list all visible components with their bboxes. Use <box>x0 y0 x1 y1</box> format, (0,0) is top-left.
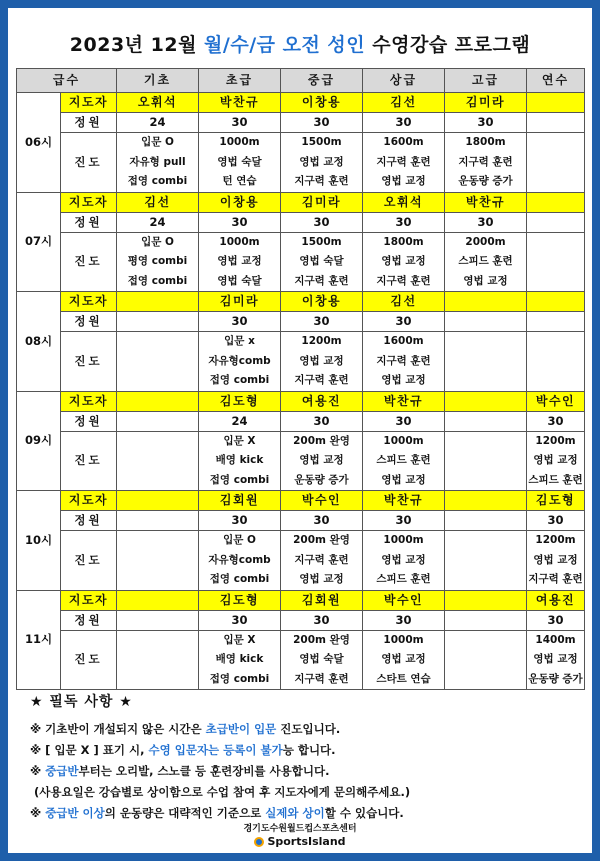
header-cell: 초급 <box>199 69 281 93</box>
capacity-value <box>117 610 199 630</box>
time-slot: 10시 <box>17 491 61 591</box>
progress-line: 입문 O <box>223 534 256 546</box>
header-cell: 기초 <box>117 69 199 93</box>
progress-line <box>117 371 198 391</box>
progress-cell <box>363 630 445 690</box>
progress-line: 지구력 훈련 <box>376 155 431 168</box>
progress-line: 입문 O <box>141 235 174 248</box>
instructor-name: 이창용 <box>281 292 363 312</box>
capacity-value: 30 <box>527 411 585 431</box>
progress-line: 영법 교정 <box>533 553 578 566</box>
capacity-value: 30 <box>281 411 363 431</box>
title-prefix: 2023년 12월 <box>69 34 205 56</box>
progress-cell <box>199 531 281 591</box>
progress-cell <box>117 133 199 193</box>
progress-line: 입문 O <box>141 136 174 148</box>
logo-icon <box>254 837 264 847</box>
instructor-name: 이창용 <box>199 192 281 212</box>
capacity-value: 30 <box>199 212 281 232</box>
capacity-label: 정원 <box>61 212 117 232</box>
progress-cell <box>527 133 585 193</box>
progress-label: 진도 <box>61 133 117 193</box>
instructor-row <box>17 93 585 113</box>
capacity-value: 24 <box>117 113 199 133</box>
capacity-value: 30 <box>199 511 281 531</box>
progress-cell <box>117 232 199 292</box>
note-1: ※ 기초반이 개설되지 않은 시간은 초급반이 입문 진도입니다. <box>30 722 341 736</box>
note-5: ※ 중급반 이상의 운동량은 대략적인 기준으로 실제와 상이할 수 있습니다. <box>30 806 404 820</box>
capacity-value: 30 <box>281 212 363 232</box>
capacity-label: 정원 <box>61 312 117 332</box>
capacity-value: 30 <box>281 511 363 531</box>
progress-line: 영법 교정 <box>381 653 426 665</box>
header-row <box>17 69 585 93</box>
capacity-value: 30 <box>363 411 445 431</box>
progress-line: 1800m <box>383 235 424 248</box>
progress-line: 1600m <box>383 335 424 347</box>
instructor-name <box>527 192 585 212</box>
instructor-name: 김도형 <box>199 391 281 411</box>
progress-line: 지구력 훈련 <box>294 175 349 187</box>
instructor-name: 박수인 <box>281 491 363 511</box>
progress-line: 1000m <box>219 136 260 148</box>
progress-label: 진도 <box>61 332 117 392</box>
progress-line: 스피드 훈련 <box>528 473 583 486</box>
progress-line <box>527 332 584 352</box>
capacity-value: 30 <box>445 212 527 232</box>
capacity-value: 30 <box>363 113 445 133</box>
progress-line: 200m 완영 <box>293 534 350 546</box>
progress-cell <box>527 630 585 690</box>
progress-line: 접영 combi <box>209 374 270 386</box>
progress-line <box>445 451 526 471</box>
progress-line <box>117 670 198 690</box>
progress-line: 2000m <box>465 235 506 248</box>
progress-cell <box>199 431 281 491</box>
progress-cell <box>527 232 585 292</box>
capacity-value <box>117 511 199 531</box>
instructor-label: 지도자 <box>61 391 117 411</box>
instructor-name: 박찬규 <box>445 192 527 212</box>
progress-cell <box>117 332 199 392</box>
progress-line: 지구력 훈련 <box>294 374 349 386</box>
progress-line <box>117 531 198 551</box>
progress-line <box>527 252 584 272</box>
progress-line: 입문 X <box>223 633 256 646</box>
instructor-name: 김회원 <box>199 491 281 511</box>
org-name: 경기도수원월드컵스포츠센터 <box>243 824 357 834</box>
instructor-name: 김미라 <box>281 192 363 212</box>
instructor-name: 김선 <box>363 292 445 312</box>
capacity-row <box>17 411 585 431</box>
progress-line: 평영 combi <box>127 255 188 267</box>
header-cell: 연수 <box>527 69 585 93</box>
progress-cell <box>281 232 363 292</box>
progress-line: 1200m <box>535 434 576 447</box>
progress-line: 영법 교정 <box>299 354 344 367</box>
progress-line: 영법 교정 <box>381 175 426 187</box>
capacity-value: 24 <box>117 212 199 232</box>
progress-line <box>445 650 526 670</box>
instructor-row <box>17 391 585 411</box>
progress-line: 입문 X <box>223 434 256 447</box>
capacity-value <box>527 312 585 332</box>
instructor-name: 김미라 <box>445 93 527 113</box>
capacity-value <box>445 610 527 630</box>
progress-line <box>117 551 198 571</box>
progress-line: 턴 연습 <box>222 175 257 187</box>
instructor-name: 오휘석 <box>363 192 445 212</box>
progress-line: 지구력 훈련 <box>376 354 431 367</box>
progress-line: 접영 combi <box>127 175 188 187</box>
progress-line: 접영 combi <box>209 573 270 585</box>
progress-line: 영법 교정 <box>217 255 262 267</box>
instructor-name: 김도형 <box>199 590 281 610</box>
instructor-name <box>445 292 527 312</box>
progress-label: 진도 <box>61 431 117 491</box>
progress-cell <box>363 232 445 292</box>
capacity-value: 30 <box>281 312 363 332</box>
progress-cell <box>527 431 585 491</box>
progress-label: 진도 <box>61 630 117 690</box>
capacity-value: 30 <box>199 113 281 133</box>
progress-line: 영법 교정 <box>533 653 578 665</box>
progress-line: 1600m <box>383 136 424 148</box>
progress-line: 영법 교정 <box>299 454 344 466</box>
instructor-name: 김도형 <box>527 491 585 511</box>
progress-line: 1800m <box>465 136 506 148</box>
capacity-value <box>117 312 199 332</box>
progress-line: 영법 교정 <box>381 255 426 267</box>
progress-cell <box>281 630 363 690</box>
capacity-value: 30 <box>445 113 527 133</box>
capacity-row <box>17 113 585 133</box>
progress-line: 1000m <box>383 633 424 646</box>
progress-cell <box>445 133 527 193</box>
progress-cell <box>527 332 585 392</box>
instructor-name: 박찬규 <box>363 491 445 511</box>
progress-line: 자유형comb <box>208 553 271 566</box>
instructor-label: 지도자 <box>61 292 117 312</box>
capacity-value: 30 <box>363 511 445 531</box>
progress-line <box>117 352 198 372</box>
progress-cell <box>281 431 363 491</box>
progress-line <box>117 432 198 452</box>
progress-cell <box>363 431 445 491</box>
capacity-value <box>527 113 585 133</box>
progress-line <box>445 432 526 452</box>
capacity-value <box>445 511 527 531</box>
progress-line: 운동량 증가 <box>294 473 349 486</box>
progress-line <box>527 172 584 192</box>
instructor-name: 김미라 <box>199 292 281 312</box>
progress-line: 1200m <box>301 335 342 347</box>
note-4: (사용요일은 강습별로 상이함으로 수업 참여 후 지도자에게 문의해주세요.) <box>34 785 411 799</box>
capacity-value: 30 <box>281 610 363 630</box>
progress-label: 진도 <box>61 232 117 292</box>
instructor-name <box>527 93 585 113</box>
capacity-label: 정원 <box>61 411 117 431</box>
capacity-label: 정원 <box>61 113 117 133</box>
progress-cell <box>199 332 281 392</box>
progress-line: 200m 완영 <box>293 633 350 646</box>
progress-line <box>117 332 198 352</box>
instructor-name: 이창용 <box>281 93 363 113</box>
progress-line: 영법 교정 <box>299 155 344 168</box>
schedule-table <box>16 68 585 690</box>
progress-cell <box>445 630 527 690</box>
instructor-name: 김선 <box>363 93 445 113</box>
progress-line <box>445 471 526 491</box>
header-cell: 상급 <box>363 69 445 93</box>
progress-line: 1000m <box>383 434 424 447</box>
progress-line <box>117 631 198 651</box>
progress-cell <box>199 630 281 690</box>
progress-cell <box>199 232 281 292</box>
title-suffix: 수영강습 프로그램 <box>365 34 531 56</box>
instructor-name <box>527 292 585 312</box>
instructor-name: 박찬규 <box>199 93 281 113</box>
progress-line: 영법 교정 <box>381 553 426 566</box>
instructor-name: 김회원 <box>281 590 363 610</box>
progress-line: 영법 숙달 <box>299 255 344 267</box>
brand-name: SportsIsland <box>8 835 592 848</box>
capacity-label: 정원 <box>61 610 117 630</box>
progress-line <box>527 371 584 391</box>
capacity-label: 정원 <box>61 511 117 531</box>
progress-line: 1500m <box>301 136 342 148</box>
header-cell: 중급 <box>281 69 363 93</box>
progress-line: 운동량 증가 <box>528 672 583 685</box>
time-slot: 07시 <box>17 192 61 292</box>
progress-line: 입문 x <box>224 335 255 347</box>
progress-cell <box>199 133 281 193</box>
notes-heading: ★ 필독 사항 ★ <box>30 694 133 710</box>
progress-line: 1200m <box>535 534 576 546</box>
instructor-name <box>445 590 527 610</box>
capacity-value: 30 <box>281 113 363 133</box>
instructor-name <box>445 391 527 411</box>
progress-line: 지구력 훈련 <box>528 573 583 585</box>
progress-cell <box>281 332 363 392</box>
instructor-name: 오휘석 <box>117 93 199 113</box>
capacity-value: 30 <box>199 610 281 630</box>
time-slot: 09시 <box>17 391 61 491</box>
page-title <box>8 30 592 57</box>
progress-line: 영법 교정 <box>299 573 344 585</box>
capacity-value <box>527 212 585 232</box>
capacity-value: 30 <box>363 610 445 630</box>
progress-cell <box>117 531 199 591</box>
progress-label: 진도 <box>61 531 117 591</box>
progress-line: 접영 combi <box>127 274 188 287</box>
progress-line: 1400m <box>535 633 576 646</box>
header-cell: 급수 <box>17 69 117 93</box>
time-slot: 08시 <box>17 292 61 392</box>
progress-cell <box>445 232 527 292</box>
capacity-row <box>17 212 585 232</box>
note-3: ※ 중급반부터는 오리발, 스노클 등 훈련장비를 사용합니다. <box>30 764 330 778</box>
progress-line: 배영 kick <box>215 653 264 665</box>
title-highlight: 월/수/금 오전 성인 <box>204 34 366 56</box>
note-2: ※ [ 입문 X ] 표기 시, 수영 입문자는 등록이 불가능 합니다. <box>30 743 336 757</box>
progress-line: 영법 숙달 <box>299 653 344 665</box>
progress-line <box>445 570 526 590</box>
progress-line: 지구력 훈련 <box>294 672 349 685</box>
progress-line <box>445 352 526 372</box>
instructor-row <box>17 590 585 610</box>
progress-cell <box>117 431 199 491</box>
progress-line: 영법 교정 <box>533 454 578 466</box>
instructor-name <box>117 391 199 411</box>
progress-line: 접영 combi <box>209 473 270 486</box>
progress-line: 1500m <box>301 235 342 248</box>
progress-line: 지구력 훈련 <box>376 274 431 287</box>
progress-cell <box>117 630 199 690</box>
progress-line <box>445 631 526 651</box>
progress-cell <box>363 531 445 591</box>
instructor-row <box>17 292 585 312</box>
progress-cell <box>445 531 527 591</box>
progress-cell <box>281 531 363 591</box>
progress-line <box>445 670 526 690</box>
capacity-value: 30 <box>527 610 585 630</box>
progress-line: 1000m <box>219 235 260 248</box>
instructor-name <box>117 292 199 312</box>
progress-line: 스피드 훈련 <box>376 573 431 585</box>
capacity-row <box>17 312 585 332</box>
progress-cell <box>281 133 363 193</box>
progress-line: 배영 kick <box>215 454 264 466</box>
time-slot: 11시 <box>17 590 61 690</box>
header-cell: 고급 <box>445 69 527 93</box>
progress-line: 지구력 훈련 <box>294 553 349 566</box>
instructor-name <box>117 590 199 610</box>
progress-line: 자유형 pull <box>129 155 186 168</box>
instructor-name: 김선 <box>117 192 199 212</box>
progress-cell <box>445 431 527 491</box>
progress-line <box>445 371 526 391</box>
progress-line <box>117 650 198 670</box>
capacity-value: 30 <box>363 312 445 332</box>
progress-line: 접영 combi <box>209 672 270 685</box>
time-slot: 06시 <box>17 93 61 193</box>
progress-line <box>527 352 584 372</box>
footer-logo <box>8 821 592 848</box>
instructor-row <box>17 192 585 212</box>
instructor-label: 지도자 <box>61 590 117 610</box>
capacity-value <box>445 411 527 431</box>
progress-line <box>527 233 584 253</box>
progress-line <box>445 531 526 551</box>
progress-line: 영법 숙달 <box>217 155 262 168</box>
capacity-value: 30 <box>527 511 585 531</box>
progress-line: 운동량 증가 <box>458 175 513 187</box>
progress-line <box>117 451 198 471</box>
progress-line: 영법 교정 <box>463 274 508 287</box>
progress-cell <box>363 332 445 392</box>
instructor-name <box>117 491 199 511</box>
progress-line <box>527 272 584 292</box>
progress-line <box>445 332 526 352</box>
progress-cell <box>363 133 445 193</box>
capacity-value: 30 <box>199 312 281 332</box>
instructor-row <box>17 491 585 511</box>
capacity-row <box>17 610 585 630</box>
progress-line: 지구력 훈련 <box>458 155 513 168</box>
progress-line <box>527 153 584 173</box>
instructor-label: 지도자 <box>61 192 117 212</box>
progress-line <box>445 551 526 571</box>
progress-line: 스피드 훈련 <box>376 454 431 466</box>
capacity-value <box>117 411 199 431</box>
capacity-value: 24 <box>199 411 281 431</box>
instructor-name: 박수인 <box>363 590 445 610</box>
progress-line: 스피드 훈련 <box>458 255 513 267</box>
progress-line <box>117 570 198 590</box>
instructor-label: 지도자 <box>61 491 117 511</box>
notes-section <box>30 691 590 824</box>
capacity-value <box>445 312 527 332</box>
progress-line: 지구력 훈련 <box>294 274 349 287</box>
progress-line <box>117 471 198 491</box>
progress-line: 영법 교정 <box>381 374 426 386</box>
progress-line: 자유형comb <box>208 354 271 367</box>
progress-line: 영법 숙달 <box>217 274 262 287</box>
capacity-value: 30 <box>363 212 445 232</box>
progress-cell <box>445 332 527 392</box>
instructor-name: 박찬규 <box>363 391 445 411</box>
capacity-row <box>17 511 585 531</box>
instructor-name <box>445 491 527 511</box>
progress-line <box>527 133 584 153</box>
instructor-name: 여용진 <box>281 391 363 411</box>
instructor-label: 지도자 <box>61 93 117 113</box>
progress-line: 200m 완영 <box>293 434 350 447</box>
progress-cell <box>527 531 585 591</box>
instructor-name: 박수인 <box>527 391 585 411</box>
progress-line: 1000m <box>383 534 424 546</box>
progress-line: 스타트 연습 <box>376 672 431 685</box>
progress-line: 영법 교정 <box>381 473 426 486</box>
instructor-name: 여용진 <box>527 590 585 610</box>
